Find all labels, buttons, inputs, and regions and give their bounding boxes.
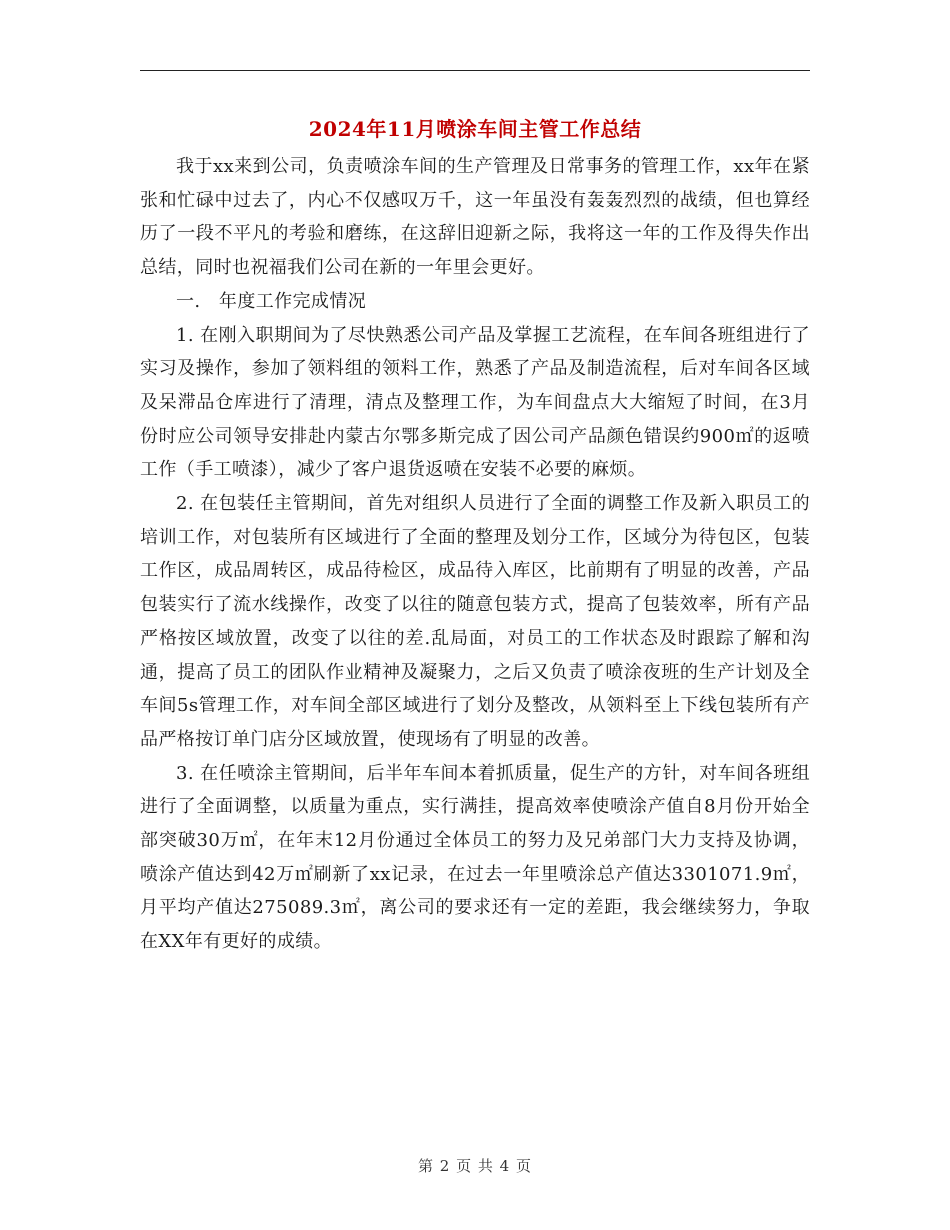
intro-paragraph: 我于xx来到公司，负责喷涂车间的生产管理及日常事务的管理工作，xx年在紧张和忙碌中过去了，内心不仅感叹万千，这一年虽没有轰轰烈烈的战绩，但也算经历了一段不平凡的考验和磨练，在这辞旧迎新之际，我将这一年的工作及得失作出总结，同时也祝福我们公司在新的一年里会更好。 [140, 156, 810, 279]
page-number-footer: 第 2 页 共 4 页 [418, 1157, 532, 1175]
item-1-paragraph: 1. 在刚入职期间为了尽快熟悉公司产品及掌握工艺流程，在车间各班组进行了实习及操作，参加了领料组的领料工作，熟悉了产品及制造流程，后对车间各区域及呆滞品仓库进行了清理，清点及整理工作，为车间盘点大大缩短了时间，在3月份时应公司领导安排赴内蒙古尔鄂多斯完成了因公司产品颜色错误约900㎡的返喷工作（手工喷漆），减少了客户退货返喷在安装不必要的麻烦。 [140, 324, 810, 481]
document-title: 2024年11月喷涂车间主管工作总结 [308, 117, 642, 141]
document-body [140, 150, 810, 959]
header-rule [140, 70, 810, 71]
section-heading: 一. 年度工作完成情况 [176, 290, 367, 312]
item-3-paragraph: 3. 在任喷涂主管期间，后半年车间本着抓质量，促生产的方针，对车间各班组进行了全面调整，以质量为重点，实行满挂，提高效率使喷涂产值自8月份开始全部突破30万㎡，在年末12月份通过全体员工的努力及兄弟部门大力支持及协调，喷涂产值达到42万㎡刷新了xx记录，在过去一年里喷涂总产值达3301071.9㎡，月平均产值达275089.3㎡，离公司的要求还有一定的差距，我会继续努力，争取在XX年有更好的成绩。 [140, 762, 810, 953]
item-2-paragraph: 2. 在包装任主管期间，首先对组织人员进行了全面的调整工作及新入职员工的培训工作，对包装所有区域进行了全面的整理及划分工作，区域分为待包区，包装工作区，成品周转区，成品待检区，成品待入库区，比前期有了明显的改善，产品包装实行了流水线操作，改变了以往的随意包装方式，提高了包装效率，所有产品严格按区域放置，改变了以往的差.乱局面，对员工的工作状态及时跟踪了解和沟通，提高了员工的团队作业精神及凝聚力，之后又负责了喷涂夜班的生产计划及全车间5s管理工作，对车间全部区域进行了划分及整改，从领料至上下线包装所有产品严格按订单门店分区域放置，使现场有了明显的改善。 [140, 493, 810, 750]
